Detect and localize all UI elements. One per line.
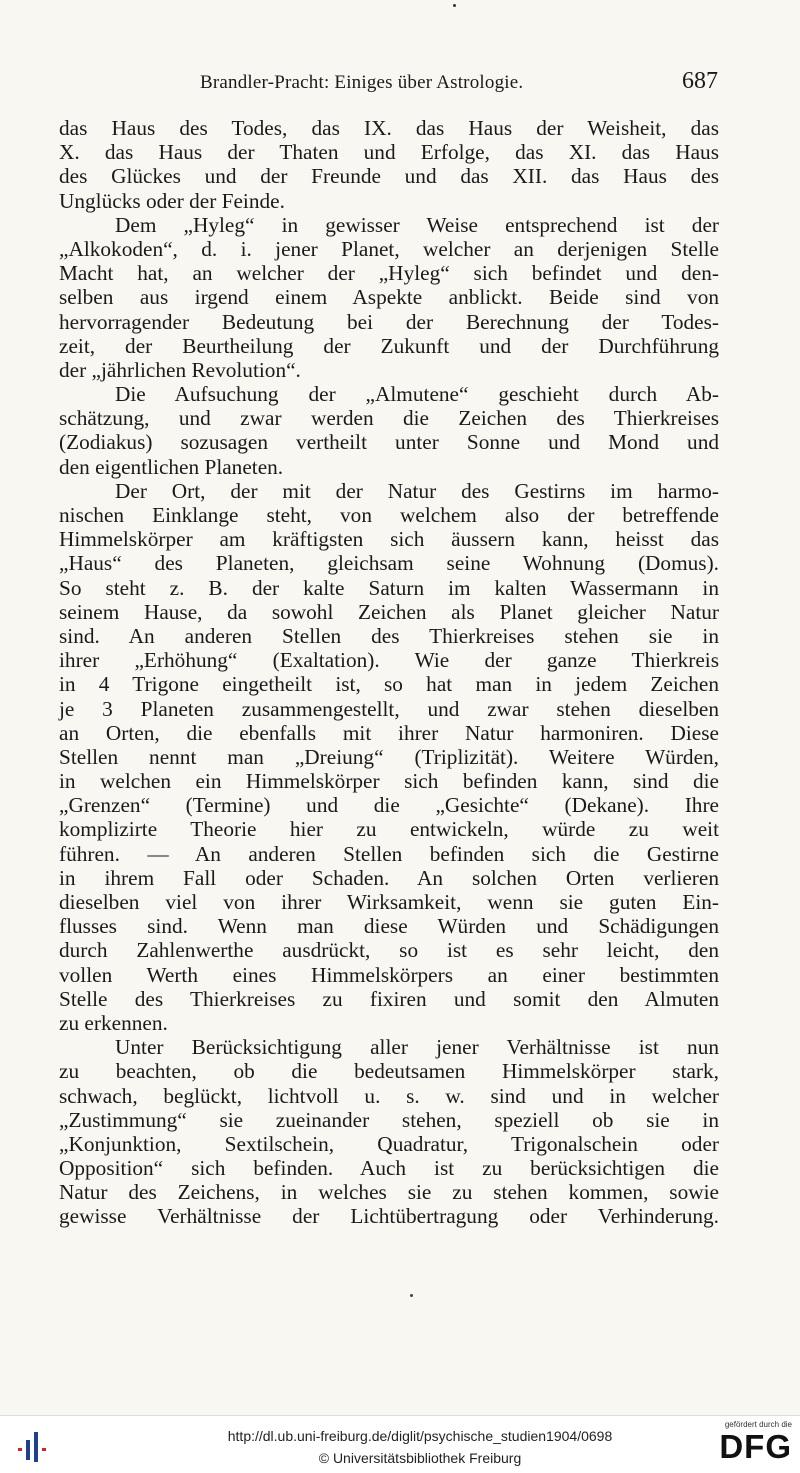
text-line: seinem Hause, da sowohl Zeichen als Planet gleicher Natur [59, 599, 719, 624]
text-line: zeit, der Beurtheilung der Zukunft und der Durchführung [59, 333, 719, 358]
text-line: Opposition“ sich befinden. Auch ist zu berücksichtigen die [59, 1156, 719, 1181]
text-line: schwach, beglückt, lichtvoll u. s. w. sind und in welcher [59, 1083, 719, 1108]
text-line: ihrer „Erhöhung“ (Exaltation). Wie der ganze Thierkreis [59, 648, 719, 673]
text-line: des Glückes und der Freunde und das XII. das Haus des [59, 164, 719, 189]
text-line: Dem „Hyleg“ in gewisser Weise entsprechend ist der [115, 212, 719, 237]
text-line: in 4 Trigone eingetheilt ist, so hat man in jedem Zeichen [59, 672, 719, 697]
text-line: Die Aufsuchung der „Almutene“ geschieht durch Ab- [115, 382, 719, 407]
page-number: 687 [682, 68, 718, 94]
text-line: „Alkokoden“, d. i. jener Planet, welcher an derjenigen Stelle [59, 236, 719, 261]
text-line: selben aus irgend einem Aspekte anblickt. Beide sind von [59, 285, 719, 310]
text-line: Macht hat, an welcher der „Hyleg“ sich befindet und den- [59, 261, 719, 286]
running-title: Brandler-Pracht: Einiges über Astrologie. [200, 72, 524, 93]
text-line: Unter Berücksichtigung aller jener Verhältnisse ist nun [115, 1035, 719, 1060]
text-line: hervorragender Bedeutung bei der Berechnung der Todes- [59, 309, 719, 334]
text-line: an Orten, die ebenfalls mit ihrer Natur harmoniren. Diese [59, 720, 719, 745]
text-line: „Konjunktion, Sextilschein, Quadratur, Trigonalschein oder [59, 1131, 719, 1156]
text-line: vollen Werth eines Himmelskörpers an einer bestimmten [59, 962, 719, 987]
text-line: „Zustimmung“ sie zueinander stehen, speziell ob sie in [59, 1107, 719, 1132]
text-line: (Zodiakus) sozusagen vertheilt unter Sonne und Mond und [59, 430, 719, 455]
text-line: nischen Einklange steht, von welchem also der betreffende [59, 503, 719, 527]
text-line: „Haus“ des Planeten, gleichsam seine Wohnung (Domus). [59, 551, 719, 576]
scan-speck [410, 1294, 413, 1297]
text-line: durch Zahlenwerthe ausdrückt, so ist es sehr leicht, den [59, 938, 719, 963]
text-line: flusses sind. Wenn man diese Würden und Schädigungen [59, 914, 719, 939]
text-line: zu erkennen. [59, 1010, 168, 1035]
dfg-funding-logo [706, 1420, 792, 1470]
text-line: in ihrem Fall oder Schaden. An solchen Orten verlieren [59, 865, 719, 890]
text-line: der „jährlichen Revolution“. [59, 357, 301, 382]
text-line: dieselben viel von ihrer Wirksamkeit, wenn sie guten Ein- [59, 890, 719, 914]
text-line: schätzung, und zwar werden die Zeichen des Thierkreises [59, 406, 719, 431]
viewer-footer [0, 1415, 800, 1473]
text-line: sind. An anderen Stellen des Thierkreises stehen sie in [59, 623, 719, 648]
text-line: gewisse Verhältnisse der Lichtübertragung oder Verhinderung. [59, 1204, 719, 1229]
copyright-notice: © Universitätsbibliothek Freiburg [318, 1450, 522, 1466]
text-line: Der Ort, der mit der Natur des Gestirns im harmo- [115, 478, 719, 503]
text-line: X. das Haus der Thaten und Erfolge, das XI. das Haus [59, 140, 719, 165]
text-line: Unglücks oder der Feinde. [59, 188, 285, 213]
scan-speck [453, 4, 456, 7]
text-line: komplizirte Theorie hier zu entwickeln, würde zu weit [59, 817, 719, 842]
text-line: „Grenzen“ (Termine) und die „Gesichte“ (Dekane). Ihre [59, 793, 719, 818]
dfg-logo-icon: DFG [719, 1428, 792, 1465]
text-line: Natur des Zeichens, in welches sie zu stehen kommen, sowie [59, 1180, 719, 1205]
text-line: So steht z. B. der kalte Saturn im kalten Wassermann in [59, 575, 719, 600]
text-line: Stellen nennt man „Dreiung“ (Triplizität). Weitere Würden, [59, 744, 719, 769]
permalink-url[interactable]: http://dl.ub.uni-freiburg.de/diglit/psychische_studien1904/0698 [227, 1428, 613, 1444]
body-text [59, 116, 719, 1229]
page-header [200, 68, 718, 98]
text-line: Stelle des Thierkreises zu fixiren und somit den Almuten [59, 986, 719, 1011]
dfg-funding-caption: gefördert durch die [724, 1420, 792, 1429]
text-line: das Haus des Todes, das IX. das Haus der Weisheit, das [59, 116, 719, 140]
text-line: zu beachten, ob die bedeutsamen Himmelskörper stark, [59, 1059, 719, 1084]
text-line: den eigentlichen Planeten. [59, 454, 284, 479]
text-line: je 3 Planeten zusammengestellt, und zwar stehen dieselben [59, 696, 719, 721]
text-line: führen. — An anderen Stellen befinden sich die Gestirne [59, 841, 719, 866]
text-line: in welchen ein Himmelskörper sich befinden kann, sind die [59, 769, 719, 794]
text-line: Himmelskörper am kräftigsten sich äussern kann, heisst das [59, 527, 719, 552]
